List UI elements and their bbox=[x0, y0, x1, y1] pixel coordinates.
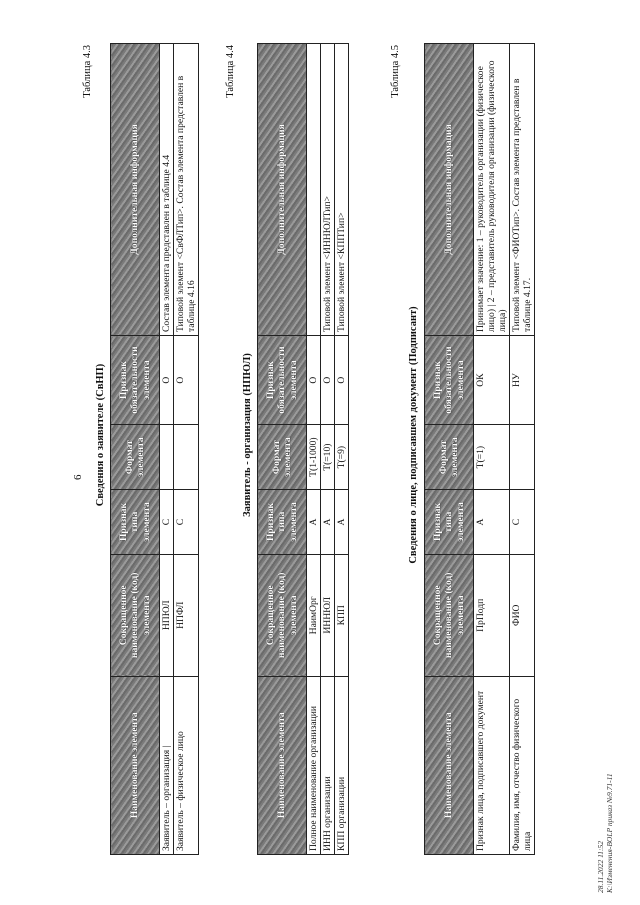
column-header: Дополнительная информация bbox=[111, 44, 160, 336]
column-header: Дополнительная информация bbox=[425, 44, 474, 336]
table-cell: С bbox=[510, 490, 535, 555]
table-4-5 bbox=[424, 43, 535, 855]
table-cell: С bbox=[160, 490, 174, 555]
column-header: Наименование элемента bbox=[111, 676, 160, 854]
table-4-4-label: Таблица 4.4 bbox=[225, 45, 236, 98]
column-header: Сокращенное наименование (код) элемента bbox=[425, 554, 474, 676]
table-4-3-caption: Сведения о заявителе (СвНП) bbox=[95, 363, 106, 507]
table-cell: НПЮЛ bbox=[160, 554, 174, 676]
column-header: Признак типа элемента bbox=[258, 490, 307, 555]
table-cell: ИНН организации bbox=[321, 676, 335, 854]
table-cell: О bbox=[174, 336, 199, 425]
column-header: Признак обязательности элемента bbox=[425, 336, 474, 425]
column-header: Формат элемента bbox=[425, 425, 474, 490]
column-header: Сокращенное наименование (код) элемента bbox=[111, 554, 160, 676]
table-cell: ОК bbox=[474, 336, 510, 425]
column-header: Дополнительная информация bbox=[258, 44, 307, 336]
table-row bbox=[510, 44, 535, 855]
table-cell: О bbox=[335, 336, 349, 425]
column-header: Признак типа элемента bbox=[111, 490, 160, 555]
table-cell: НУ bbox=[510, 336, 535, 425]
table-cell: Заявитель – физическое лицо bbox=[174, 676, 199, 854]
table-cell: С bbox=[174, 490, 199, 555]
table-row bbox=[321, 44, 335, 855]
table-cell bbox=[160, 425, 174, 490]
table-cell: Типовой элемент <КППТип> bbox=[335, 44, 349, 336]
table-header-row bbox=[258, 44, 307, 855]
table-cell bbox=[307, 44, 321, 336]
table-cell: А bbox=[474, 490, 510, 555]
stamp-line-2: К:\Изменения-BOLP приказ №9.71-11 bbox=[605, 773, 614, 893]
stamp-line-1: 28.11.2022 11:52 bbox=[596, 840, 605, 893]
column-header: Признак обязательности элемента bbox=[258, 336, 307, 425]
table-cell: А bbox=[321, 490, 335, 555]
table-cell: ИННЮЛ bbox=[321, 554, 335, 676]
column-header: Формат элемента bbox=[258, 425, 307, 490]
table-cell: КПП bbox=[335, 554, 349, 676]
table-header-row bbox=[425, 44, 474, 855]
table-cell: ПрПодп bbox=[474, 554, 510, 676]
table-row bbox=[160, 44, 174, 855]
column-header: Наименование элемента bbox=[258, 676, 307, 854]
page-number: 6 bbox=[72, 474, 84, 480]
table-cell: О bbox=[160, 336, 174, 425]
table-cell: О bbox=[307, 336, 321, 425]
table-4-5-label: Таблица 4.5 bbox=[390, 45, 401, 98]
table-4-4-caption: Заявитель - организация (НПЮЛ) bbox=[242, 353, 253, 517]
table-cell: НПФЛ bbox=[174, 554, 199, 676]
table-cell bbox=[510, 425, 535, 490]
table-4-3 bbox=[110, 43, 199, 855]
file-stamp bbox=[596, 773, 614, 893]
table-cell: Типовой элемент <СвФЛТип>. Состав элемента представлен в таблице 4.16 bbox=[174, 44, 199, 336]
column-header: Формат элемента bbox=[111, 425, 160, 490]
table-cell: Т(1-1000) bbox=[307, 425, 321, 490]
table-cell: Т(=9) bbox=[335, 425, 349, 490]
table-cell bbox=[174, 425, 199, 490]
table-cell: Т(=10) bbox=[321, 425, 335, 490]
table-cell: Типовой элемент <ФИОТип>. Состав элемента представлен в таблице 4.17. bbox=[510, 44, 535, 336]
table-cell: Принимает значение: 1 – руководитель организации (физическое лицо) | 2 – представитель руководителя организации (физического лица) bbox=[474, 44, 510, 336]
table-cell: А bbox=[335, 490, 349, 555]
table-cell: Фамилия, имя, отчество физического лица bbox=[510, 676, 535, 854]
table-cell: А bbox=[307, 490, 321, 555]
table-cell: НаимОрг bbox=[307, 554, 321, 676]
table-row bbox=[335, 44, 349, 855]
column-header: Признак типа элемента bbox=[425, 490, 474, 555]
table-cell: КПП организации bbox=[335, 676, 349, 854]
table-cell: Заявитель – организация | bbox=[160, 676, 174, 854]
table-row bbox=[307, 44, 321, 855]
table-header-row bbox=[111, 44, 160, 855]
table-cell: Т(=1) bbox=[474, 425, 510, 490]
table-cell: Признак лица, подписавшего документ bbox=[474, 676, 510, 854]
table-cell: ФИО bbox=[510, 554, 535, 676]
table-4-5-caption: Сведения о лице, подписавшем документ (Подписант) bbox=[408, 306, 419, 564]
table-4-3-label: Таблица 4.3 bbox=[82, 45, 93, 98]
table-row bbox=[174, 44, 199, 855]
table-cell: Состав элемента представлен в таблице 4.4 bbox=[160, 44, 174, 336]
table-4-4 bbox=[257, 43, 349, 855]
column-header: Признак обязательности элемента bbox=[111, 336, 160, 425]
table-cell: Типовой элемент <ИННЮЛТип> bbox=[321, 44, 335, 336]
column-header: Наименование элемента bbox=[425, 676, 474, 854]
table-cell: О bbox=[321, 336, 335, 425]
table-cell: Полное наименование организации bbox=[307, 676, 321, 854]
column-header: Сокращенное наименование (код) элемента bbox=[258, 554, 307, 676]
table-row bbox=[474, 44, 510, 855]
